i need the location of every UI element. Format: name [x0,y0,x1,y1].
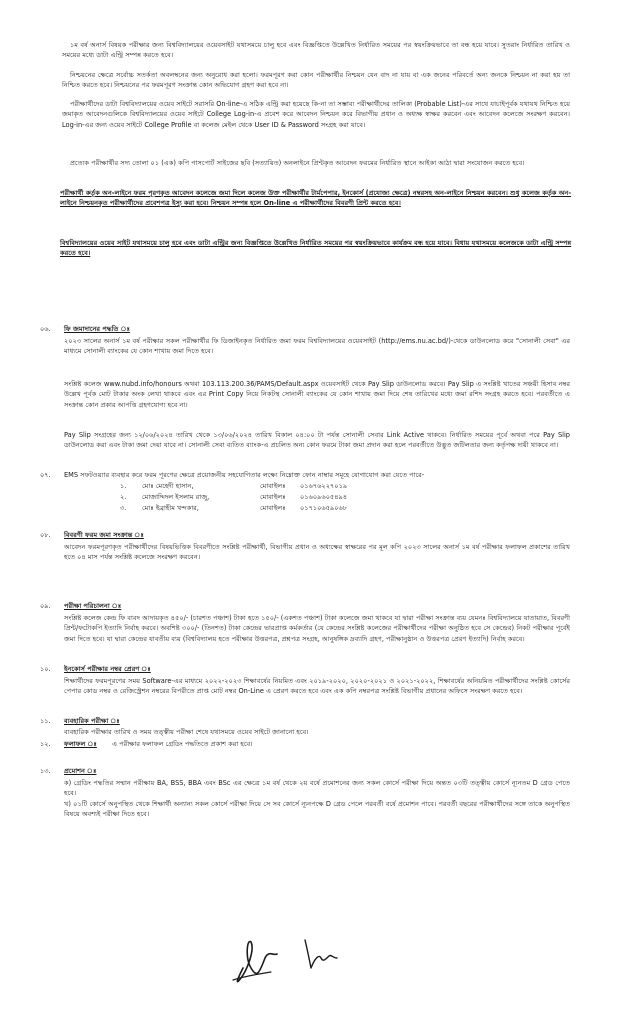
contact-name: মোঃ ইব্রাহীম খন্দকার, [142,504,199,512]
section-text: আবেদন ফরমপূরণকৃত পরীক্ষার্থীদের বিষয়ভিত্তিক বিবরণীতে সংশ্লিষ্ট পরীক্ষার্থী, বিভাগীয় প্রধান ও অধ্যক্ষের স্বাক্ষরের পর মূল কপি ২০২৩ সালের অনার্স ১ম বর্ষ পরীক্ষার ফলাফল প্রকাশের তারিখ হতে ০৪ মাস পর্যন্ত সংশ্লিষ্ট কলেজে সংরক্ষণ করবেন। [64,543,570,562]
section-number: ১০. [40,665,51,673]
contact-phone: ০১৬০৯৬০৫৪৯৪ [300,493,348,501]
notice-online-verification: পরীক্ষার্থী কর্তৃক অন-লাইনে ফরম পূরণকৃত আবেদন কলেজে জমা দিলে কলেজ উক্ত পরীক্ষার্থীর টার্মপেপার, ইনকোর্স (প্রযোজ্য ক্ষেত্রে) নম্বরসহ অন-লাইনে নিশ্চয়ন করবেন। শুধু কলেজ কর্তৃক অন-লাইনে নিশ্চয়নকৃত পরীক্ষার্থীদের প্রবেশপত্র ইস্যু করা হবে। নিশ্চয়ন সম্পন্ন হলে On-line এ পরীক্ষার্থীদের বিবরণী প্রিন্ট করতে হবে। [60,189,572,208]
section-heading: বিবরণী ফরম জমা সংক্রান্ত ঃ [64,531,144,539]
section-number: ১১. [40,717,51,725]
section-heading: ব্যবহারিক পরীক্ষা ঃ [64,717,120,725]
contacts-intro: EMS সফটওয়্যার ব্যবহার করে ফরম পূরণের ক্ষেত্রে প্রয়োজনীয় সহযোগিতার লক্ষ্যে নিম্নোক্ত ফোন নাম্বার সমূহে যোগাযোগ করা যেতে পারে- [64,471,425,479]
section-text: শিক্ষার্থীদের ফরমপূরণের সময় Software-এর মাধ্যমে ২০২২-২০২৩ শিক্ষাবর্ষের নিয়মিত এবং ২০১৯-২০২০, ২০২০-২০২১ ও ২০২১-২০২২, শিক্ষাবর্ষের অনিয়মিত পরীক্ষার্থীদের সংশ্লিষ্ট কোর্সের পেপার কোড নম্বর ও রেজিস্ট্রেশন নম্বরের বিপরীতে প্রাপ্ত মোট নম্বর On-Line এ প্রেরণ করতে হবে এবং এক কপি নম্বরপত্র সংশ্লিষ্ট বিভাগীয় প্রধানের অফিসে সংরক্ষণ করতে হবে। [64,677,570,696]
contact-phone: ০১৬৭৬২২৭০১৯ [300,482,348,490]
section-number: ০৭. [40,471,51,479]
contact-row: ২. মোজাদ্দিদল ইসলাম রাজু, মোবাইলঃ ০১৬০৯৬০৫৪৯৪ [120,493,348,501]
contact-name: মোজাদ্দিদল ইসলাম রাজু, [142,493,210,501]
contact-row: ১. মোঃ মেহেদী হাসান, মোবাইলঃ ০১৬৭৬২২৭০১৯ [120,482,348,490]
paragraph-data-entry-check: পরীক্ষার্থীদের ডাটা বিশ্ববিদ্যালয়ের ওয়েব সাইটে সরাসরি On-line-এ সঠিক এন্ট্রি করা হয়েছে কি-না তা সম্ভাব্য পরীক্ষার্থীদের তালিকা (Probable List)-এর সাথে যাচাইপূর্বক যথাযথ নিশ্চিত হয়ে জমাকৃত আবেদনগুলিকে বিশ্ববিদ্যালয়ের ওয়েব সাইটে College Log-in-এ প্রবেশ করে আবেদন নিশ্চয়ন করে বিভাগীয় প্রধান ও অধ্যক্ষ স্বাক্ষর করবেন এবং আবেদন কলেজে সংরক্ষণ করবেন। Log-in-এর জন্য ওয়েব সাইটে College Profile বা কলেজ মেইল থেকে User ID & Password সংগ্রহ করা যাবে। [62,100,570,129]
paragraph-photo: প্রত্যেক পরীক্ষার্থীর সদ্য তোলা ০১ (এক) কপি পাসপোর্ট সাইজের ছবি (সত্যায়িত) অনলাইনে প্রিন্টকৃত আবেদন ফরমের নির্ধারিত স্থানে আইকা আঠা দ্বারা সংযোজন করতে হবে। [70,159,525,167]
contact-name: মোঃ মেহেদী হাসান, [142,482,194,490]
section-heading: পরীক্ষা পরিচালনা ঃ [64,602,122,610]
section-text: এ পরীক্ষার ফলাফল গ্রেডিং পদ্ধতিতে প্রকাশ করা হবে। [112,740,253,748]
section-number: ০৮. [40,531,51,539]
section-number: ০৬. [40,325,51,333]
fee-paragraph-2: সংশ্লিষ্ট কলেজ www.nubd.info/honours অথবা 103.113.200.36/PAMS/Default.aspx ওয়েবসাইট থেকে Pay Slip ডাউনলোড করবে। Pay Slip এ সংশ্লিষ্ট খাতের সঞ্চয়ী হিসাব নম্বর উল্লেখ পূর্বক মোট টাকার অংক লেখা থাকবে এবং এর Print Copy নিয়ে নিকটস্থ সোনালী ব্যাংকের যে কোন শাখায় জমা দিয়ে শেষ তারিখের মধ্যে জমা রশিদ সংগ্রহ করতে হবে। পরবর্তীতে এ সংক্রান্ত কোন প্রকার আপত্তি গ্রহণযোগ্য হবে না। [64,380,570,409]
paragraph-verification-caution: নিশ্চয়নের ক্ষেত্রে সর্বোচ্চ সতর্কতা অবলম্বনের জন্য অনুরোধ করা হলো। ফরমপূরণ করা কোন পরীক্ষার্থীর নিশ্চয়ন যেন বাদ না যায় বা এক জনের পরিবর্তে অন্য জনকে নিশ্চয়ন না করা হয় তা নিশ্চিত করতে হবে। নিশ্চয়নের পর ফরমপূরণ সংক্রান্ত কোন অভিযোগ গ্রহণ করা হবে না। [62,71,570,90]
contact-row: ৩. মোঃ ইব্রাহীম খন্দকার, মোবাইলঃ ০১৭১০৬৫৯০৬৮ [120,504,348,512]
promotion-rule-b: খ) ০১টি কোর্সে অনুপস্থিত থেকে শিক্ষার্থী অন্যান্য সকল কোর্সে পরীক্ষা দিয়ে সে সব কোর্সে ন্যূনপক্ষে D গ্রেড পেলে পরবর্তী বর্ষে প্রমোশন পাবে। পরবর্তী বছরের পরীক্ষার্থীদের সঙ্গে তাকে অনুপস্থিত বিষয়ে অবশ্যই পরীক্ষা দিতে হবে। [64,800,570,819]
section-heading: ইনকোর্স পরীক্ষার নম্বর প্রেরণ ঃ [64,665,151,673]
section-number: ১২. [40,740,51,748]
fee-paragraph-3: Pay Slip সংগ্রহের জন্য ১২/০৬/২০২৪ তারিখ থেকে ১৩/০৬/২০২৪ তারিখ বিকাল ০৪:০০ টা পর্যন্ত সোনালী সেবার Link Active থাকবে। নির্ধারিত সময়ের পূর্বে অথবা পরে Pay Slip ডাউনলোড করা এবং টাকা জমা দেয়া যাবে না। সোনালী সেবা ব্যতিত ব্যাংক-এ প্রচলিত অন্য কোন ফরমে টাকা জমা প্রদান করা হলে পরবর্তীতে উদ্ভূত জটিলতার জন্য কর্তৃপক্ষ দায়ী থাকবে না। [64,431,570,450]
section-number: ১৩. [40,767,51,775]
section-heading: প্রমোশন ঃ [64,767,97,775]
section-text: ব্যবহারিক পরীক্ষার তারিখ ও সময় তত্ত্বীয় পরীক্ষা শেষে যথাসময়ে ওয়েব সাইটে জানানো হবে। [64,728,309,736]
contact-phone: ০১৭১০৬৫৯০৬৮ [300,504,348,512]
paragraph-website-timing: ১ম বর্ষ অনার্স বিষয়ক পরীক্ষার জন্য বিশ্ববিদ্যালয়ের ওয়েবসাইট যথাসময়ে চালু হবে এবং বিজ্ঞপ্তিতে উল্লেখিত নির্ধারিত সময়ের পর স্বয়ংক্রিয়ভাবে তা বন্ধ হয়ে যাবে। সুতরাং নির্ধারিত তারিখ ও সময়ের মধ্যে ডাটা এন্ট্রি সম্পন্ন করতে হবে। [62,41,570,60]
section-heading: ফলাফল ঃ [64,740,97,748]
section-number: ০৯. [40,602,51,610]
section-text: সংশ্লিষ্ট কলেজ কেন্দ্র ফি বাবদ আদায়কৃত ৪৫০/- (চারশত পঞ্চাশ) টাকা হতে ১৫০/- (একশত পঞ্চাশ) টাকা কলেজে জমা থাকবে যা দ্বারা পরীক্ষা সংক্রান্ত ব্যয় যেমনঃ বিশ্ববিদ্যালয়ে যাতায়াত, বিবরণী প্রিন্ট/ফটোকপি ইত্যাদি নির্বাহ করবে। অবশিষ্ট ৩০০/- (তিনশত) টাকা কেন্দ্রের ভারপ্রাপ্ত কর্মকর্তার (যে কেন্দ্রের সংশ্লিষ্ট কলেজের পরীক্ষার্থীদের পরীক্ষা অনুষ্ঠিত হবে সে কেন্দ্রের) নিকট পরীক্ষার পূর্বেই জমা দিতে হবে। যা দ্বারা কেন্দ্রের যাবতীয় ব্যয় (বিশ্ববিদ্যালয় হতে পরীক্ষার উত্তরপত্র, প্রশ্নপত্র সংগ্রহ, আনুষঙ্গিক দ্রব্যাদি গ্রহণ, পরীক্ষানুষ্ঠান ও উত্তরপত্র প্রেরণ ইত্যাদি) নির্বাহ করবে। [64,614,570,643]
section-heading: ফি জমাদানের পদ্ধতি ঃ [64,325,131,333]
promotion-rule-a: ক) গ্রেডিং পদ্ধতির সম্মান পরীক্ষায় BA, BSS, BBA এবং BSc এর ক্ষেত্রে ১ম বর্ষ থেকে ২য় বর্ষে প্রমোশনের জন্য সকল কোর্সে পরীক্ষা দিয়ে অন্তত ০৩টি তত্ত্বীয় কোর্সে ন্যূনতম D গ্রেড পেতে হবে। [64,779,570,798]
fee-paragraph-1: ২০২৩ সালের অনার্স ১ম বর্ষ পরীক্ষার সকল পরীক্ষার্থীর ফি ডিজাইনকৃত নির্ধারিত জমা ফরম বিশ্ববিদ্যালয়ের ওয়েবসাইট (http://ems.nu.ac.bd/)-থেকে ডাউনলোড করে "সোনালী সেবা" এর মাধ্যমে সোনালী ব্যাংকের যে কোন শাখায় জমা দিতে হবে। [64,337,570,356]
notice-website-closure: বিশ্ববিদ্যালয়ের ওয়েব সাইট যথাসময়ে চালু হবে এবং ডাটা এন্ট্রির জন্য বিজ্ঞপ্তিতে উল্লেখিত নির্ধারিত সময়ের পর স্বয়ংক্রিয়ভাবে কার্যক্রম বন্ধ হয়ে যাবে। বিধায় যথাসময়ে কলেজকে ডাটা এন্ট্রি সম্পন্ন করতে হবে। [60,239,572,258]
signatures [225,928,355,990]
